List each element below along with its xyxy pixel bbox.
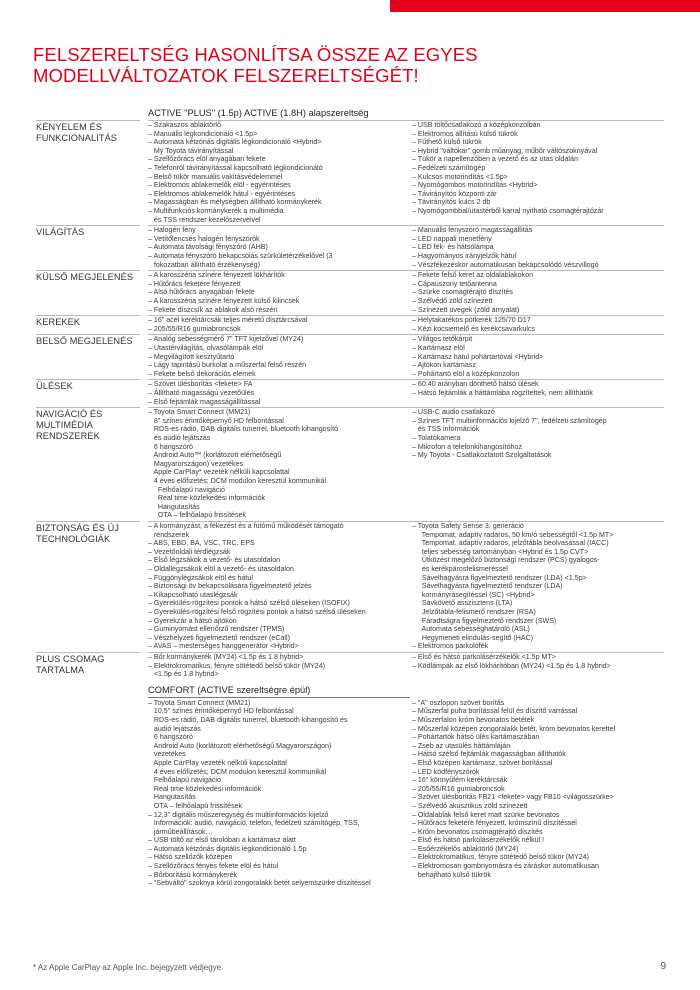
left-feature-list: [148, 653, 410, 679]
feature-item: – Távirányítós kulcs 2 db: [412, 198, 491, 207]
feature-item: Hegymeneti elindulás-segítő (HAC): [412, 633, 534, 642]
feature-item: – Telefonról távirányítással kapcsolható légkondicionáló: [148, 163, 323, 172]
feature-item: – Elektrokromatikus, fényre sötétedő belső tükör (MY24): [148, 661, 326, 670]
feature-item: Ütközést megelőző biztonsági rendszer (PCS) gyalogos-: [412, 556, 600, 565]
section-heading-comfort: COMFORT (ACTIVE szereltségre épül): [148, 685, 410, 698]
feature-item: – USB töltőcsatlakozó a középkonzolban: [412, 121, 541, 129]
right-feature-list: [412, 408, 670, 460]
feature-item: Android Auto (korlátozott elérhetőségű Magyarországon): [148, 741, 332, 750]
comfort-left-feature-list: [148, 699, 410, 888]
feature-item: – Manuális légkondicionáló <1.5p>: [148, 129, 258, 138]
feature-item: – Helytakarékos pótkerék 125/70 D17: [412, 316, 531, 325]
feature-item: – Hátsó szélső fejtámlák magasságban állíthatók: [412, 750, 566, 759]
feature-item: – LED ködfényszórók: [412, 767, 480, 776]
feature-item: – Kartámasz elöl: [412, 343, 465, 352]
feature-item: – Fekete belső dekorációs elemek: [148, 369, 256, 378]
feature-item: RDS-es rádió, DAB digitális tunerrel, bluetooth kihangosító: [148, 425, 339, 434]
category-label-line: KEREKEK: [36, 317, 81, 328]
left-feature-list: [148, 522, 410, 651]
feature-item: – Elektromosan gombnyomásra és záráskor automatikusan: [412, 862, 599, 871]
feature-item: – Szakaszos ablaktörlő: [148, 121, 221, 129]
feature-item: – A kormányzást, a fékezést és a futómű működését támogató: [148, 522, 344, 530]
feature-item: – Oldalablak felső keret matt szürke bevonatos: [412, 810, 560, 819]
feature-item: Apple CarPlay vezeték nélküli kapcsolattal: [148, 758, 287, 767]
feature-item: Információk: audió, navigáció, telefon, fedélzeti számítógép, TSS,: [148, 819, 360, 828]
feature-item: – Első középen kartámasz, szövet borítással: [412, 758, 553, 767]
feature-item: vezetékes: [148, 750, 186, 759]
right-feature-list: [412, 380, 670, 397]
feature-item: Android Auto™ (korlátozott elérhetőségű: [148, 451, 282, 460]
feature-item: OTA – felhőalapú frissítések: [148, 801, 243, 810]
feature-item: Felhőalapú navigáció: [148, 485, 225, 494]
feature-item: Fáradtságra figyelmeztető rendszer (SWS): [412, 616, 557, 625]
feature-item: Sávkövető asszisztens (LTA): [412, 599, 513, 608]
category-label-line: RENDSZEREK: [36, 431, 100, 442]
feature-item: – Színes TFT multiinformációs kijelző 7", fedélzeti számítógép: [412, 416, 607, 425]
feature-item: – Guminyomást ellenőrző rendszer (TPMS): [148, 625, 285, 634]
feature-item: Real time közlekedési információk: [148, 494, 266, 503]
feature-item: – USB töltő az első tárolóban a kartámasz alatt: [148, 836, 296, 845]
feature-item: kormányrásegítéssel (SC) <Hybrid>: [412, 590, 535, 599]
feature-item: – A karosszéria színére fényezett lökhárítók: [148, 271, 285, 280]
feature-item: – Fedélzeti számítógép: [412, 163, 486, 172]
feature-item: – Szövet ülésborítás FB21 <fekete> vagy FB10 <világosszürke>: [412, 793, 614, 802]
feature-item: – Magasságban és mélységben állítható kormánykerék: [148, 198, 322, 207]
left-feature-list: [148, 316, 410, 333]
feature-item: – Távirányítós központi zár: [412, 189, 497, 198]
feature-item: – Automata fényszóró bekapcsolás szürkületérzékelővel (3: [148, 251, 333, 260]
feature-item: – Toyota Smart Connect (MM21): [148, 408, 251, 417]
page-title: [33, 44, 633, 86]
feature-item: – Halogén fény: [148, 226, 196, 235]
feature-item: – Elektromos állítású külső tükrök: [412, 129, 518, 138]
feature-item: – Hátsó szellőzők középen: [148, 853, 233, 862]
feature-item: Hangutasítás: [148, 502, 200, 511]
feature-item: – Kartámasz hátul pohártartóval <Hybrid>: [412, 352, 544, 361]
feature-item: RDS-es rádió, DAB digitális tunerrel, bluetooth kihangosító és: [148, 715, 348, 724]
feature-item: – Multifunkciós kormánykerék a multimédia: [148, 206, 284, 215]
feature-item: – Elektromos parkolófék: [412, 642, 489, 651]
feature-item: – Bőrborítású kormánykerék: [148, 870, 238, 879]
feature-item: – 205/55/R16 gumiabroncsok: [148, 324, 241, 333]
category-label-line: KÉNYELEM ÉS: [36, 122, 102, 132]
feature-item: – Színezett üvegek (zöld árnyalat): [412, 305, 520, 314]
feature-item: – Utastérvilágítás, olvasólámpák elöl: [148, 343, 264, 352]
feature-item: Felhőalapú navigáció: [148, 776, 221, 785]
category-label-line: NAVIGÁCIÓ ÉS: [36, 409, 103, 420]
page-number: 9: [660, 961, 666, 972]
category-label: [36, 272, 144, 283]
feature-item: – Vetítőlencsés halogén fényszórók: [148, 234, 260, 243]
feature-item: – ABS, EBD, BA, VSC, TRC, EPS: [148, 539, 255, 548]
feature-item: – Első fejtámlák magasságállítással: [148, 397, 261, 406]
feature-item: és TSS információk: [412, 425, 480, 434]
left-feature-list: [148, 121, 410, 224]
feature-item: rendszerek: [148, 530, 190, 539]
feature-item: Tempomat, adaptív radaros, 50 km/ó sebességtől <1.5p MT>: [412, 530, 614, 539]
feature-item: – Vészhelyzeti figyelmeztető rendszer (eCall): [148, 633, 290, 642]
page-title-line-1: FELSZERELTSÉG HASONLÍTSA ÖSSZE AZ EGYES: [33, 44, 478, 65]
top-accent-bar: [390, 0, 700, 12]
feature-item: fokozatban állítható érzékenység): [148, 260, 260, 269]
feature-item: – Mikrofon a telefonkihangosítóhoz: [412, 442, 523, 451]
feature-item: – Króm bevonatos csomagtérajtó díszítés: [412, 827, 543, 836]
feature-item: – 12,3" digitális műszeregység és multiinformációs kijelző: [148, 810, 329, 819]
feature-item: 10,5" színes érintőképernyő HD felbontással: [148, 707, 294, 716]
feature-item: Jelzőtábla-felismerő rendszer (RSA): [412, 607, 536, 616]
category-divider: [36, 334, 140, 335]
feature-item: és TSS rendszer kezelőszerveivel: [148, 215, 261, 224]
category-divider: [36, 652, 140, 653]
footnote: * Az Apple CarPlay az Apple Inc. bejegyzett védjegye.: [33, 963, 224, 972]
feature-item: – Műszerfal középen zongoralakk betét, króm bevonatos kerettel: [412, 724, 616, 733]
feature-item: – Műszerfalon króm bevonatos betétek: [412, 715, 535, 724]
category-divider: [36, 379, 140, 380]
feature-item: Magyarországon) vezetékes: [148, 459, 244, 468]
left-feature-list: [148, 271, 410, 314]
feature-item: – Első és hátsó parkolásérzékelők <1.5p MT>: [412, 653, 556, 661]
feature-item: – Alsó hűtőrács anyagában fekete: [148, 288, 255, 297]
category-label-line: FUNKCIONALITÁS: [36, 133, 118, 143]
feature-item: – Toyota Smart Connect (MM21): [148, 698, 251, 707]
feature-item: – "A" oszlopon szövet borítás: [412, 698, 505, 707]
feature-item: – Ködlámpák az első lökhárítóban (MY24) <1.5p és 1.8 hybrid>: [412, 661, 611, 670]
feature-item: – Pohártartók hátsó ülés kartámaszában: [412, 733, 540, 742]
feature-item: behajtható külső tükrök: [412, 870, 491, 879]
feature-item: – Műszerfal puha borítással felül és díszítő varrással: [412, 707, 578, 716]
feature-item: – Pohártartó elöl a középkonzolon: [412, 369, 520, 378]
right-feature-list: [412, 226, 670, 269]
feature-item: – 205/55/R16 gumiabroncsok: [412, 784, 505, 793]
category-label-line: MULTIMÉDIA: [36, 420, 93, 431]
feature-item: – Fekete felső keret az oldalablakokon: [412, 271, 534, 280]
feature-item: – Fűthető külső tükrök: [412, 138, 482, 147]
feature-item: – Gyerekülés-rögzítési felső rögzítési pontok a hátsó szélső üléseken: [148, 607, 366, 616]
category-divider: [36, 120, 140, 121]
feature-item: Real time közlekedési információk: [148, 784, 262, 793]
feature-item: – Első légzsákok a vezető- és utasoldalon: [148, 556, 281, 565]
category-divider: [36, 407, 140, 408]
category-label: [36, 523, 144, 545]
feature-item: – Toyota Safety Sense 3. generáció: [412, 522, 524, 530]
feature-item: – Kikapcsolható utaslégzsák: [148, 590, 238, 599]
right-feature-list: [412, 121, 670, 216]
comfort-right-feature-list: [412, 699, 670, 879]
category-divider: [36, 225, 140, 226]
feature-item: – Belső tükör manuális vakításvédelemmel: [148, 172, 283, 181]
category-label: [36, 336, 144, 347]
right-feature-list: [412, 335, 670, 378]
feature-item: Apple CarPlay* vezeték nélküli kapcsolattal: [148, 468, 290, 477]
right-feature-list: [412, 522, 670, 651]
right-feature-list: [412, 653, 670, 670]
feature-item: – Fekete díszcsík az ablakok alsó részén: [148, 305, 278, 314]
feature-item: – Zseb az utasülés háttámláján: [412, 741, 511, 750]
category-label-line: BELSŐ MEGJELENÉS: [36, 336, 133, 347]
feature-item: 6 hangszóró: [148, 442, 193, 451]
feature-item: Hangutasítás: [148, 793, 196, 802]
feature-item: – Automata kétzónás digitális légkondicionáló 1.5p: [148, 844, 307, 853]
feature-item: – My Toyota - Csatlakoztatott Szolgáltatások: [412, 451, 552, 460]
feature-item: – "Sebváltó" szoknya körül zongoralakk betét selyemszürke díszítéssel: [148, 879, 371, 888]
feature-item: – Vezetőoldali térdlégzsák: [148, 547, 231, 556]
feature-item: – Elektrokromatikus, fényre sötétedő belső tükör (MY24): [412, 853, 590, 862]
feature-item: – Biztonsági öv bekapcsolására figyelmeztető jelzés: [148, 582, 312, 591]
category-label-line: ÜLÉSEK: [36, 381, 73, 392]
feature-item: – Nyomógombbal/utastérből karral nyitható csomagtérajtózár: [412, 206, 604, 215]
feature-item: – Tükör a napellenzőben a vezető és az utas oldalán: [412, 155, 578, 164]
feature-item: – Bőr kormánykerék (MY24) <1.5p és 1.8 hybrid>: [148, 653, 304, 661]
feature-item: – Hybrid "váltókar" gomb műanyag, műbőr váltószoknyával: [412, 146, 598, 155]
feature-item: – Lágy tapintású burkolat a műszerfal felső részén: [148, 361, 307, 370]
feature-item: 4 éves előfizetés; DCM modulon keresztül kommunikál: [148, 767, 327, 776]
feature-item: – Kulcsos motorindítás <1.5p>: [412, 172, 508, 181]
feature-item: 4 éves előfizetés; DCM modulon keresztül kommunikál: [148, 476, 327, 485]
feature-item: <1.5p és 1.8 hybrid>: [148, 670, 219, 679]
feature-item: járműbeállítások…: [148, 827, 213, 836]
left-feature-list: [148, 408, 410, 520]
feature-item: – Függönylégzsákok elöl és hátul: [148, 573, 253, 582]
feature-item: – Vészfékezéskor automatikusan bekapcsolódó vészvillogó: [412, 260, 599, 269]
feature-item: – Szélvédő zöld színezett: [412, 296, 493, 305]
feature-item: – Tolatókamera: [412, 433, 461, 442]
section-heading-active: ACTIVE "PLUS" (1.5p) ACTIVE (1.8H) alapszereltség: [148, 108, 410, 121]
feature-item: – Hűtőrács feketére fényezett: [148, 279, 241, 288]
feature-item: – Elektromos ablakemelők hátul - egyérintéses: [148, 189, 296, 198]
feature-item: – Manuális fényszóró magasságállítás: [412, 226, 533, 235]
feature-item: teljes sebesség tartományban <Hybrid és 1.5p CVT>: [412, 547, 589, 556]
feature-item: – Szellőzőrács fényes fekete elöl és hátul: [148, 862, 279, 871]
feature-item: – USB-C audio csatlakozó: [412, 408, 495, 417]
category-label: [36, 381, 144, 392]
feature-item: – Elektromos ablakemelők elöl - egyérintéses: [148, 181, 291, 190]
right-feature-list: [412, 271, 670, 314]
feature-item: – Analóg sebességmérő 7" TFT kijelzővel (MY24): [148, 335, 304, 344]
feature-item: – Kézi kocsiemelő és kerékcsavarkulcs: [412, 324, 536, 333]
feature-item: My Toyota távirányítással: [148, 146, 234, 155]
left-feature-list: [148, 335, 410, 378]
feature-item: – Első és hátsó parkolásérzékelők nélkül !: [412, 836, 545, 845]
feature-item: – Automata távolsági fényszóró (AHB): [148, 243, 268, 252]
feature-item: – Hagyományos irányjelzők hátul: [412, 251, 517, 260]
feature-item: és kerékpárosfelismeréssel: [412, 564, 508, 573]
feature-item: és audió lejátszás: [148, 433, 211, 442]
feature-item: – A karosszéria színére fényezett külső kilincsek: [148, 296, 300, 305]
feature-item: – Cápauszony tetőantenna: [412, 279, 497, 288]
feature-item: – Nyomógombos motorindítás <Hybrid>: [412, 181, 538, 190]
feature-item: – 16" könnyűfém keréktárcsák: [412, 776, 508, 785]
feature-item: – LED fék- és hátsólámpa: [412, 243, 494, 252]
category-label-line: KÜLSŐ MEGJELENÉS: [36, 272, 134, 283]
right-feature-list: [412, 316, 670, 333]
category-label: [36, 654, 144, 676]
category-label-line: TARTALMA: [36, 665, 85, 675]
feature-item: Sávelhagyásra figyelmeztető rendszer (LDA): [412, 582, 563, 591]
feature-item: – Gyerekülés-rögzítési pontok a hátsó szélső üléseken (ISOFIX): [148, 599, 350, 608]
feature-item: – Szövet ülésborítás <fekete> FA: [148, 380, 253, 389]
feature-item: – Ajtókon kartámasz: [412, 361, 476, 370]
category-label-line: TECHNOLÓGIÁK: [36, 534, 111, 544]
page-title-line-2: MODELLVÁLTOZATOK FELSZERELTSÉGÉT!: [33, 65, 419, 86]
category-divider: [36, 315, 140, 316]
feature-item: – Világos tetőkárpit: [412, 335, 473, 344]
feature-item: 8" színes érintőképernyő HD felbontással: [148, 416, 284, 425]
feature-item: – 16" acél keréktárcsák teljes méretű dísztárcsával: [148, 316, 308, 325]
feature-item: – LED nappali menetfény: [412, 234, 492, 243]
feature-item: – AVAS – mesterséges hanggenerátor <Hybrid>: [148, 642, 299, 651]
feature-item: – Szellőzőrács elöl anyagában fekete: [148, 155, 266, 164]
feature-item: – Gyerekzár a hátsó ajtókon: [148, 616, 237, 625]
feature-item: – Megvilágított kesztyűtartó: [148, 352, 235, 361]
category-label: [36, 317, 144, 328]
feature-item: – Automata kétzónás digitális légkondicionáló <Hybrid>: [148, 138, 322, 147]
left-feature-list: [148, 226, 410, 269]
feature-item: – Szürke csomagtérajtó díszítés: [412, 288, 513, 297]
category-label-line: BIZTONSÁG ÉS ÚJ: [36, 523, 120, 533]
feature-item: Sávelhagyásra figyelmeztető rendszer (LDA) <1.5p>: [412, 573, 587, 582]
category-label: [36, 227, 144, 238]
feature-item: Tempomat, adaptív radaros, jelzőtábla beolvasással (IACC): [412, 539, 609, 548]
left-feature-list: [148, 380, 410, 406]
feature-item: – 60:40 arányban dönthető hátsó ülések: [412, 380, 539, 389]
category-label: [36, 122, 144, 144]
category-label-line: PLUS CSOMAG: [36, 654, 105, 664]
category-label: [36, 409, 144, 442]
category-divider: [36, 521, 140, 522]
feature-item: – Hátsó fejtámlák a háttámlába rögzítettek, nem állíthatók: [412, 388, 593, 397]
category-label-line: VILÁGÍTÁS: [36, 227, 85, 238]
feature-item: – Oldallégzsákok elöl a vezető- és utasoldalon: [148, 564, 294, 573]
feature-item: – Hűtőrács feketére fényezett, krómszínű díszítéssel: [412, 819, 577, 828]
feature-item: Automata sebességhatároló (ASL): [412, 625, 530, 634]
category-divider: [36, 270, 140, 271]
feature-item: – Esőérzékelős ablaktörlő (MY24): [412, 844, 519, 853]
feature-item: 6 hangszóró: [148, 733, 193, 742]
feature-item: – Állítható magasságú vezetőülés: [148, 388, 255, 397]
feature-item: – Szélvédő akusztikus zöld színezett: [412, 801, 528, 810]
feature-item: OTA – felhőalapú frissítések: [148, 511, 247, 520]
feature-item: audió lejátszás: [148, 724, 201, 733]
